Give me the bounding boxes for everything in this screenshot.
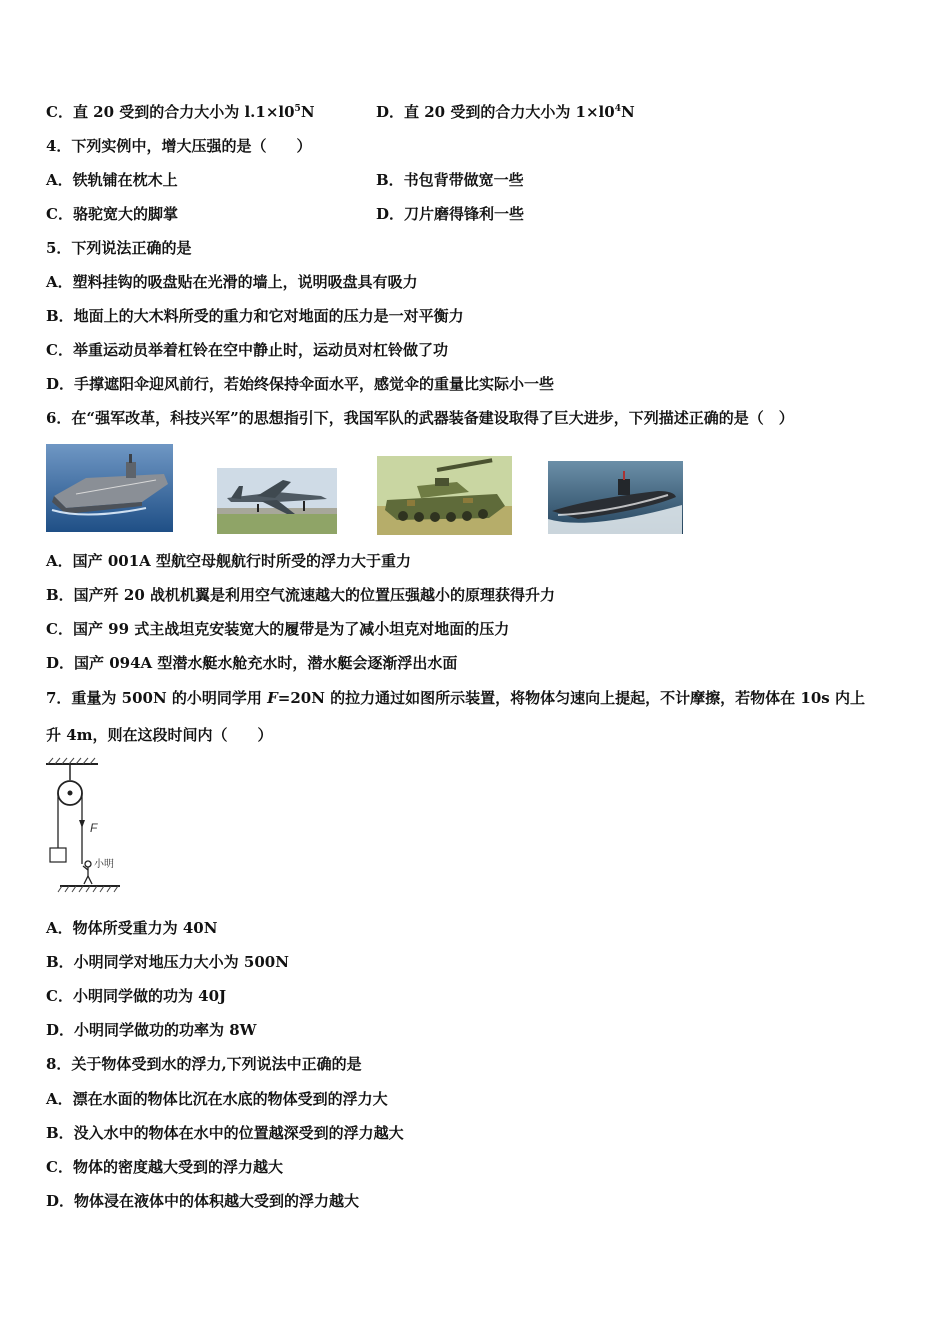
tank-image [377,456,512,535]
q4-option-d[interactable]: D．刀片磨得锋利一些 [376,205,525,223]
q3-options-cd [46,102,910,122]
q6-option-c[interactable]: C．国产 99 式主战坦克安装宽大的履带是为了减小坦克对地面的压力 [46,620,510,638]
q6-option-a[interactable]: A．国产 001A 型航空母舰航行时所受的浮力大于重力 [46,552,412,570]
q7-option-d[interactable]: D．小明同学做功的功率为 8W [46,1021,257,1039]
q6-option-d[interactable]: D．国产 094A 型潜水艇水舱充水时，潜水艇会逐渐浮出水面 [46,654,458,672]
submarine-image [548,461,683,534]
person-label: 小明 [94,859,114,870]
q5-option-b[interactable]: B．地面上的大木料所受的重力和它对地面的压力是一对平衡力 [46,307,464,325]
q6-option-b[interactable]: B．国产歼 20 战机机翼是利用空气流速越大的位置压强越小的原理获得升力 [46,586,555,604]
q7-stem-line2: 升 4m，则在这段时间内（ ） [46,726,273,744]
q5-stem: 5．下列说法正确的是 [46,239,192,257]
q5-option-a[interactable]: A．塑料挂钩的吸盘贴在光滑的墙上，说明吸盘具有吸力 [46,273,418,291]
q7-option-b[interactable]: B．小明同学对地压力大小为 500N [46,953,289,971]
q7-stem-line1: 7．重量为 500N 的小明同学用 F=20N 的拉力通过如图所示装置，将物体匀速向上提起，不计摩擦，若物体在 10s 内上 [46,689,865,707]
pulley-diagram [40,752,140,900]
q8-option-c[interactable]: C．物体的密度越大受到的浮力越大 [46,1158,283,1176]
person-figure [83,861,92,884]
q4-options-ab [46,170,910,190]
q3-option-c[interactable]: C．直 20 受到的合力大小为 $l.1\times l0^5N$ [46,103,315,121]
aircraft-carrier-image [46,444,173,532]
q4-option-a[interactable]: A．铁轨铺在枕木上 [46,171,178,189]
q8-stem: 8．关于物体受到水的浮力,下列说法中正确的是 [46,1055,362,1073]
q3-option-d[interactable]: D．直 20 受到的合力大小为 $1\times l0^4N$ [376,103,635,121]
q4-options-cd [46,204,910,224]
q7-option-c[interactable]: C．小明同学做的功为 40J [46,987,227,1005]
force-label: F [90,821,98,835]
q8-option-b[interactable]: B．没入水中的物体在水中的位置越深受到的浮力越大 [46,1124,404,1142]
q5-option-c[interactable]: C．举重运动员举着杠铃在空中静止时，运动员对杠铃做了功 [46,341,448,359]
q8-option-a[interactable]: A．漂在水面的物体比沉在水底的物体受到的浮力大 [46,1090,388,1108]
q4-option-c[interactable]: C．骆驼宽大的脚掌 [46,205,178,223]
q6-stem: 6．在“强军改革，科技兴军”的思想指引下，我国军队的武器装备建设取得了巨大进步，下列描述正确的是（ ） [46,409,794,427]
q7-option-a[interactable]: A．物体所受重力为 40N [46,919,218,937]
fighter-jet-image [217,468,337,534]
q4-option-b[interactable]: B．书包背带做宽一些 [376,171,524,189]
q8-option-d[interactable]: D．物体浸在液体中的体积越大受到的浮力越大 [46,1192,360,1210]
q5-option-d[interactable]: D．手撑遮阳伞迎风前行，若始终保持伞面水平，感觉伞的重量比实际小一些 [46,375,555,393]
q4-stem: 4．下列实例中，增大压强的是（ ） [46,137,312,155]
